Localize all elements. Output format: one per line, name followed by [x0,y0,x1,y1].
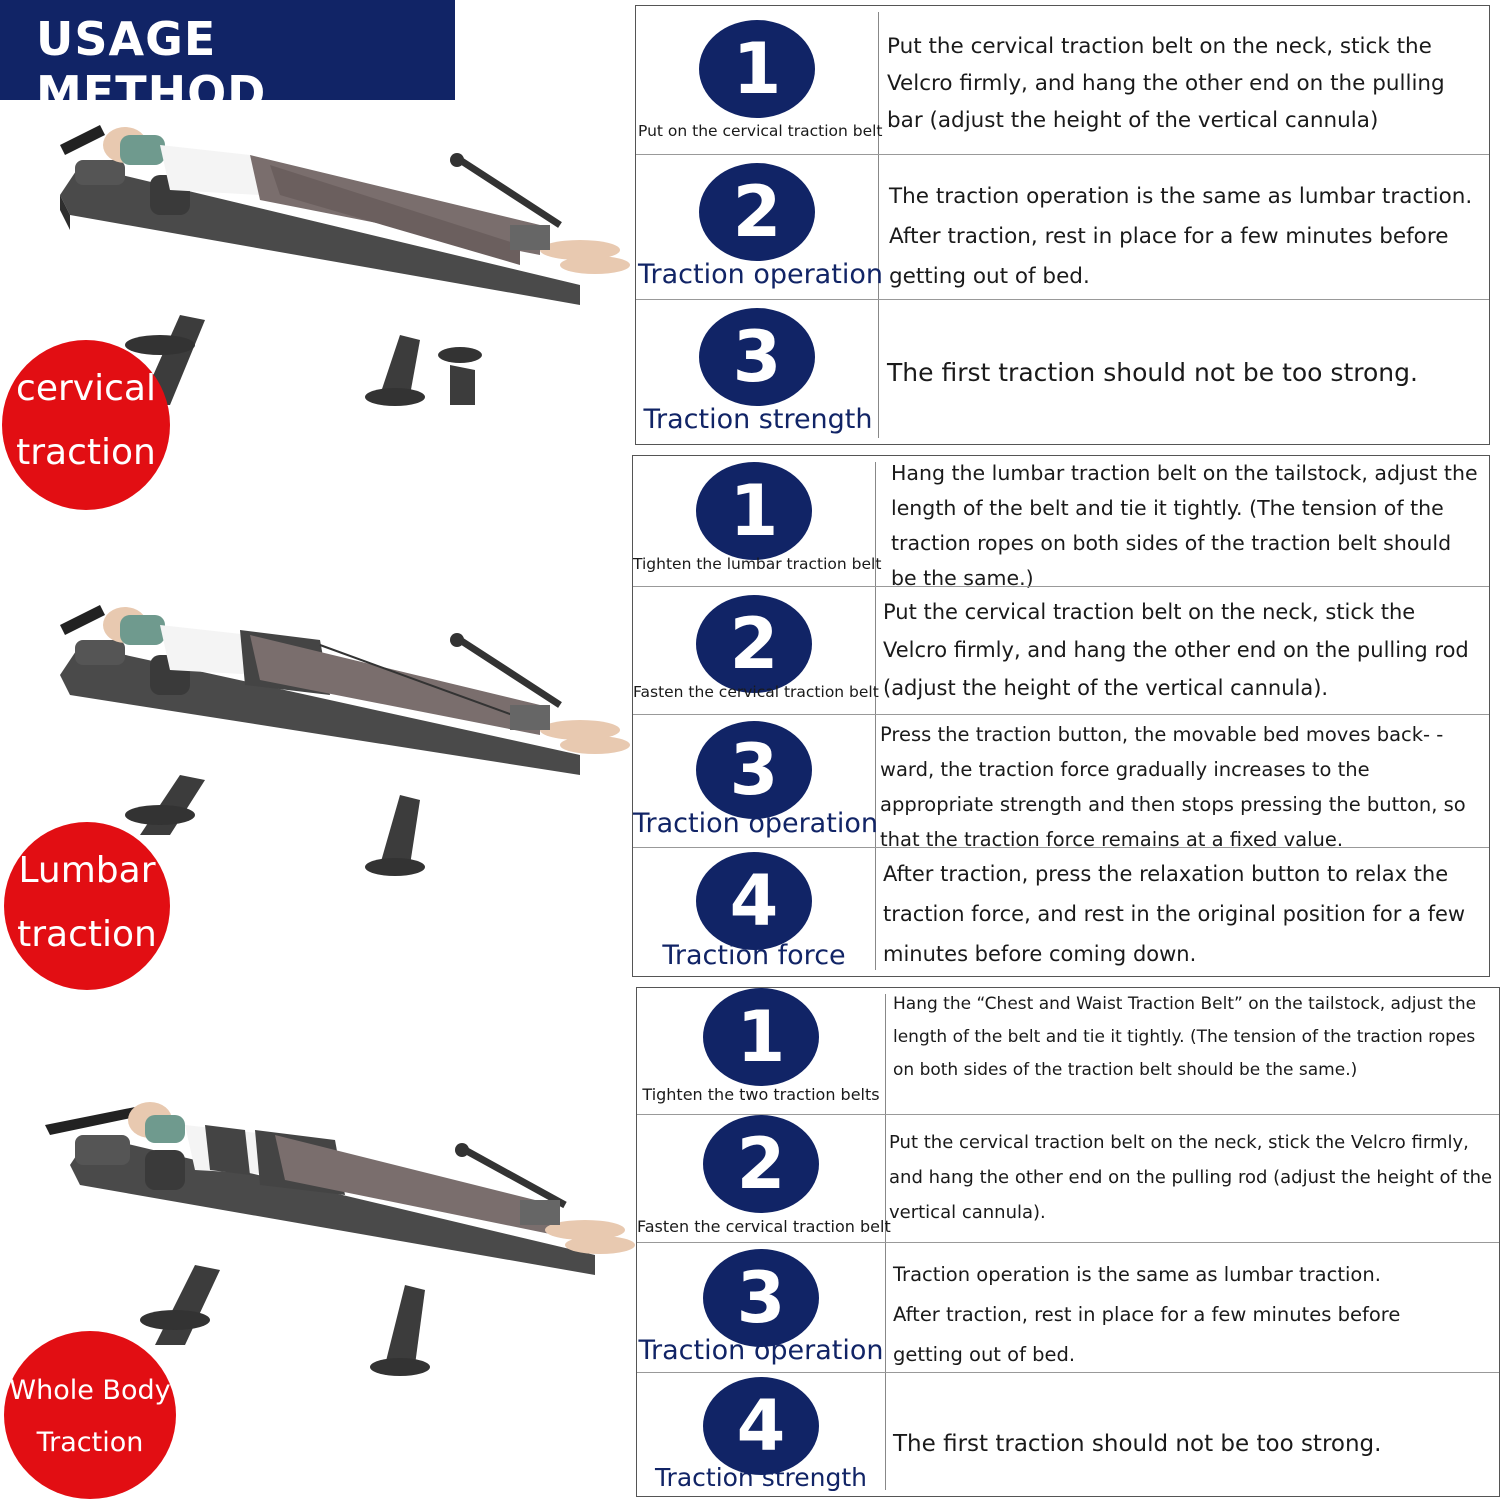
step-description: Put the cervical traction belt on the neck, stick the Velcro firmly, and hang the other end on the pulling rod (adjust the height of the vertical cannula). [889,1132,1493,1223]
whole-body-traction-badge [4,1331,176,1499]
step-description: Traction operation is the same as lumbar traction. After traction, rest in place for a few minutes before getting out of bed. [893,1263,1401,1366]
badge-line-2: traction [16,432,156,473]
step-description: Hang the “Chest and Waist Traction Belt” on the tailstock, adjust the length of the belt and tie it tightly. (The tension of the traction ropes on both sides of the traction belt should be the same.) [893,994,1477,1080]
step-number-circle: 4 [696,852,812,950]
step-label: Tighten the two traction belts [642,1085,880,1104]
badge-line-1: Whole Body [9,1375,171,1406]
badge-line-2: Traction [36,1427,144,1458]
step-number-circle: 1 [699,20,815,118]
step-description: Put the cervical traction belt on the neck, stick the Velcro firmly, and hang the other end on the pulling bar (adjust the height of the vertical cannula) [887,34,1445,133]
badge-line-1: cervical [16,368,156,409]
lumbar-traction-badge [4,822,170,990]
step-row [637,1242,1499,1373]
step-row [637,1114,1499,1243]
step-row [633,586,1489,715]
step-number-circle: 3 [696,721,812,819]
step-label: Traction strength [643,404,873,435]
step-description: The first traction should not be too strong. [887,358,1418,387]
badge-line-2: traction [17,914,157,955]
step-label: Fasten the cervical traction belt [637,1217,891,1236]
step-description: Hang the lumbar traction belt on the tailstock, adjust the length of the belt and tie it tightly. (The tension of the traction ropes on both sides of the traction belt should be the same.) [891,461,1478,590]
step-number-circle: 4 [703,1377,819,1475]
step-number-circle: 2 [703,1115,819,1213]
step-description: Put the cervical traction belt on the neck, stick the Velcro firmly, and hang the other end on the pulling rod (adjust the height of the vertical cannula). [883,600,1469,700]
step-label: Traction operation [638,1335,884,1366]
step-row [633,456,1489,590]
whole-body-steps-table [636,987,1500,1497]
badge-line-1: Lumbar [18,850,156,891]
step-number-circle: 1 [696,462,812,560]
step-label: Traction operation [638,259,883,290]
step-row [636,6,1489,154]
step-label: Tighten the lumbar traction belt [633,555,882,573]
step-number-circle: 3 [699,308,815,406]
traction-bed-illustration [60,605,630,876]
step-label: Traction operation [633,808,878,839]
header-title: USAGE METHOD [36,12,267,120]
step-description: After traction, press the relaxation button to relax the traction force, and rest in the original position for a few minutes before coming down. [883,862,1466,966]
step-row [633,714,1489,851]
step-number-circle: 3 [703,1249,819,1347]
step-row [637,988,1499,1114]
cervical-traction-badge [2,340,170,510]
step-row [636,299,1489,445]
step-description: The first traction should not be too strong. [893,1431,1382,1457]
step-row [633,847,1489,977]
traction-bed-illustration [60,125,630,406]
step-row [637,1372,1499,1497]
step-number-circle: 2 [696,595,812,693]
traction-bed-illustration [45,1102,635,1376]
cervical-steps-table [635,5,1490,445]
step-label: Traction strength [654,1463,868,1492]
step-number-circle: 1 [703,988,819,1086]
step-label: Put on the cervical traction belt [638,122,883,140]
step-label: Traction force [662,940,846,971]
step-number-circle: 2 [699,163,815,261]
step-label: Fasten the cervical traction belt [633,683,879,701]
usage-method-header [0,0,455,120]
step-description: Press the traction button, the movable bed moves back- -ward, the traction force gradually increases to the appropriate strength and then stops pressing the button, so that the traction force remains at a fixed value. [880,723,1466,851]
step-row [636,154,1489,300]
lumbar-steps-table [632,455,1490,977]
step-description: The traction operation is the same as lumbar traction. After traction, rest in place for a few minutes before getting out of bed. [889,184,1473,289]
